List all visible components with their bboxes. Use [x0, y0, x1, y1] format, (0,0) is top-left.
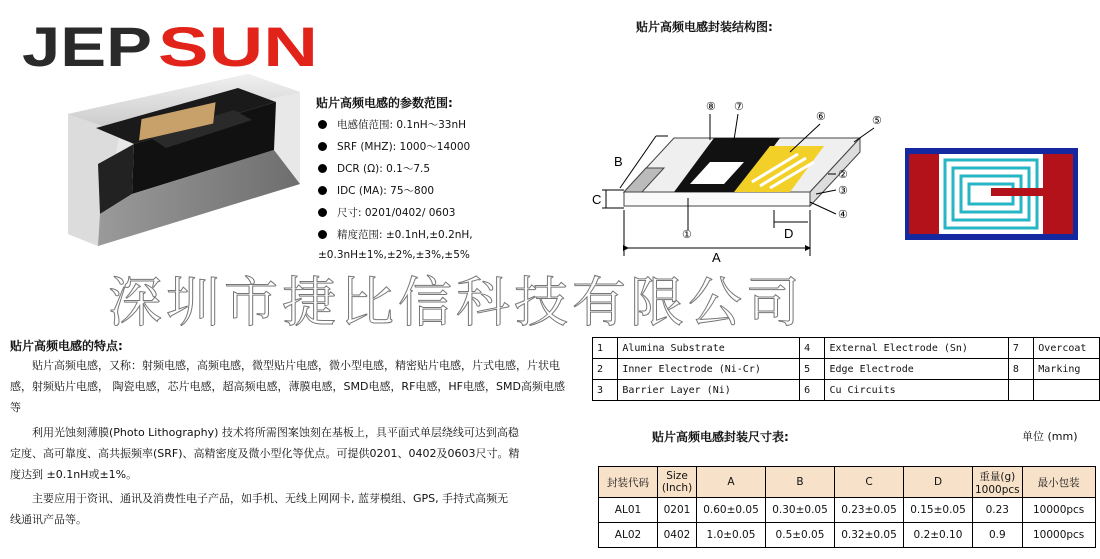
- chip-inductor-photo: [38, 74, 300, 246]
- size-cell: 1.0±0.05: [697, 523, 766, 548]
- size-cell: 10000pcs: [1022, 498, 1095, 523]
- features-paragraph: 主要应用于资讯、通讯及消费性电子产品，如手机、无线上网网卡, 蓝芽模组、GPS, 手持式高频无线通讯产品等。: [10, 492, 509, 526]
- size-cell: AL01: [599, 498, 658, 523]
- features-paragraph: 利用光蚀刻薄膜(Photo Lithography) 技术将所需图案蚀刻在基板上，具平面式单层绕线可达到高稳定度、高可靠度、高共振频率(SRF)、高精密度及微小型化等优点。可提供0201、0402及0603尺寸。精度达到 ±0.1nH或±1%。: [10, 426, 520, 481]
- params-title: 贴片高频电感的参数范围:: [316, 96, 453, 110]
- legend-text: Inner Electrode (Ni-Cr): [618, 359, 800, 380]
- size-cell: 0.23±0.05: [835, 498, 904, 523]
- size-cell: AL02: [599, 523, 658, 548]
- callout-6: ⑥: [816, 111, 826, 123]
- size-cell: 0.2±0.10: [904, 523, 973, 548]
- callout-7: ⑦: [734, 101, 744, 113]
- param-text: SRF (MHZ): 1000～14000: [337, 141, 471, 153]
- size-cell: 0.30±0.05: [766, 498, 835, 523]
- jepsun-logo: [22, 20, 322, 72]
- company-watermark: 深圳市捷比信科技有限公司: [108, 271, 804, 334]
- size-header-cell: 重量(g) 1000pcs: [973, 467, 1023, 498]
- legend-text: Alumina Substrate: [618, 338, 800, 359]
- size-row: [599, 498, 1096, 523]
- features-paragraph: 贴片高频电感，又称：射频电感，高频电感，微型贴片电感，微小型电感，精密贴片电感，片式电感，片状电感，射频贴片电感， 陶瓷电感，芯片电感，超高频电感，薄膜电感，SMD电感，RF电感，HF电感，SMD高频电感等: [10, 359, 565, 414]
- structure-title: 贴片高频电感封装结构图:: [636, 20, 773, 34]
- dim-d-label: D: [784, 226, 794, 241]
- size-header-cell: A: [697, 467, 766, 498]
- param-continuation: ±0.3nH±1%,±2%,±3%,±5%: [318, 249, 470, 261]
- legend-text: Cu Circuits: [825, 380, 1008, 401]
- size-cell: 0.15±0.05: [904, 498, 973, 523]
- param-text: IDC (MA): 75～800: [337, 185, 435, 197]
- size-cell: 0.23: [973, 498, 1023, 523]
- size-table-title: 贴片高频电感封装尺寸表:: [652, 430, 789, 444]
- dim-c-label: C: [592, 192, 602, 207]
- legend-text: Barrier Layer (Ni): [618, 380, 800, 401]
- bullet-icon: [318, 120, 327, 129]
- size-cell: 0402: [658, 523, 697, 548]
- legend-number: [1008, 380, 1033, 401]
- bullet-icon: [318, 142, 327, 151]
- size-cell: 0.60±0.05: [697, 498, 766, 523]
- coil-diagram: [905, 148, 1078, 240]
- legend-number: 6: [800, 380, 825, 401]
- legend-text: External Electrode (Sn): [825, 338, 1008, 359]
- size-header-cell: 最小包装: [1022, 467, 1095, 498]
- unit-label: 单位 (mm): [1022, 430, 1078, 443]
- legend-number: 4: [800, 338, 825, 359]
- callout-2: ②: [838, 169, 848, 181]
- legend-number: 2: [593, 359, 618, 380]
- param-text: DCR (Ω): 0.1～7.5: [337, 163, 431, 175]
- callout-4: ④: [838, 209, 848, 221]
- param-item: [318, 161, 430, 176]
- bullet-icon: [318, 186, 327, 195]
- callout-1: ①: [682, 229, 692, 241]
- callout-5: ⑤: [872, 115, 882, 127]
- size-header-cell: B: [766, 467, 835, 498]
- legend-row: [593, 338, 1100, 359]
- size-header-cell: 封装代码: [599, 467, 658, 498]
- legend-text: Edge Electrode: [825, 359, 1008, 380]
- size-cell: 0201: [658, 498, 697, 523]
- callout-8: ⑧: [706, 101, 716, 113]
- size-table: [598, 466, 1096, 548]
- legend-number: 8: [1008, 359, 1033, 380]
- legend-number: 7: [1008, 338, 1033, 359]
- component-legend-table: [592, 337, 1100, 401]
- param-item: [318, 227, 473, 242]
- param-item: [318, 205, 455, 220]
- size-row: [599, 523, 1096, 548]
- callout-3: ③: [838, 185, 848, 197]
- size-header-cell: D: [904, 467, 973, 498]
- bullet-icon: [318, 230, 327, 239]
- size-cell: 10000pcs: [1022, 523, 1095, 548]
- param-item: [318, 183, 434, 198]
- bullet-icon: [318, 164, 327, 173]
- legend-text: Marking: [1034, 359, 1100, 380]
- dim-b-label: B: [614, 154, 623, 169]
- structure-diagram: [584, 96, 894, 266]
- features-title: 贴片高频电感的特点:: [10, 339, 123, 353]
- bullet-icon: [318, 208, 327, 217]
- param-item: [318, 139, 470, 154]
- param-text: 精度范围: ±0.1nH,±0.2nH,: [337, 229, 473, 241]
- size-header-cell: Size (Inch): [658, 467, 697, 498]
- dim-a-label: A: [712, 250, 721, 265]
- size-header-cell: C: [835, 467, 904, 498]
- param-text: 电感值范围: 0.1nH～33nH: [337, 119, 467, 131]
- legend-number: 1: [593, 338, 618, 359]
- size-cell: 0.5±0.05: [766, 523, 835, 548]
- legend-row: [593, 380, 1100, 401]
- legend-number: 3: [593, 380, 618, 401]
- size-cell: 0.32±0.05: [835, 523, 904, 548]
- size-cell: 0.9: [973, 523, 1023, 548]
- logo-text-right: SUN: [158, 20, 318, 72]
- legend-number: 5: [800, 359, 825, 380]
- legend-text: [1034, 380, 1100, 401]
- param-text: 尺寸: 0201/0402/ 0603: [337, 207, 456, 219]
- param-item: [318, 117, 466, 132]
- legend-text: Overcoat: [1034, 338, 1100, 359]
- legend-row: [593, 359, 1100, 380]
- logo-text-left: JEP: [22, 20, 152, 72]
